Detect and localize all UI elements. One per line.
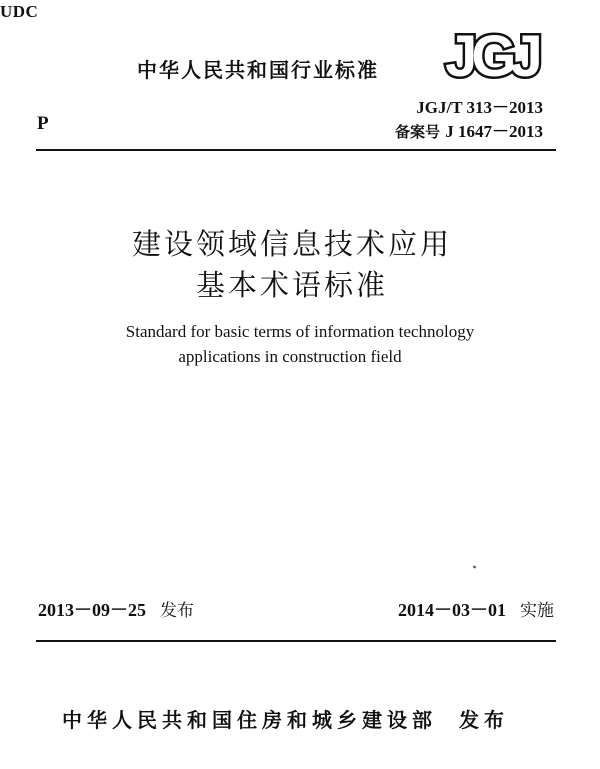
top-divider (36, 149, 556, 151)
effective-date: 2014－03－01 (398, 600, 506, 620)
standard-number: JGJ/T 313－2013 (416, 98, 543, 117)
jgj-logo-icon (437, 26, 545, 82)
record-number: J 1647－2013 (445, 122, 543, 141)
title-chinese-line-2: 基本术语标准 (195, 268, 388, 302)
classification-code: P (37, 113, 49, 134)
effective-date-block (398, 596, 554, 622)
title-chinese-line-1: 建设领域信息技术应用 (131, 227, 452, 261)
scan-speck (473, 565, 477, 568)
publisher-name: 中华人民共和国住房和城乡建设部 (62, 708, 437, 732)
issue-label: 发布 (160, 601, 194, 621)
title-english-line-1: Standard for basic terms of information technology (125, 322, 475, 341)
title-english-line-2: applications in construction field (178, 347, 402, 366)
bottom-divider (36, 640, 556, 642)
udc-label: UDC (0, 2, 39, 21)
publish-label: 发布 (459, 708, 509, 732)
standard-code-block (395, 96, 543, 144)
publisher-line (62, 704, 509, 733)
record-label: 备案号 (395, 123, 441, 141)
jgj-logo-graphic (437, 26, 545, 82)
effective-label: 实施 (520, 601, 554, 621)
record-number-line (395, 120, 543, 144)
jgj-logo-text: JGJ (445, 26, 537, 82)
issue-date: 2013－09－25 (38, 600, 146, 620)
ministry-industry-standard-line: 中华人民共和国行业标准 (137, 58, 379, 82)
issue-date-block (38, 596, 194, 622)
